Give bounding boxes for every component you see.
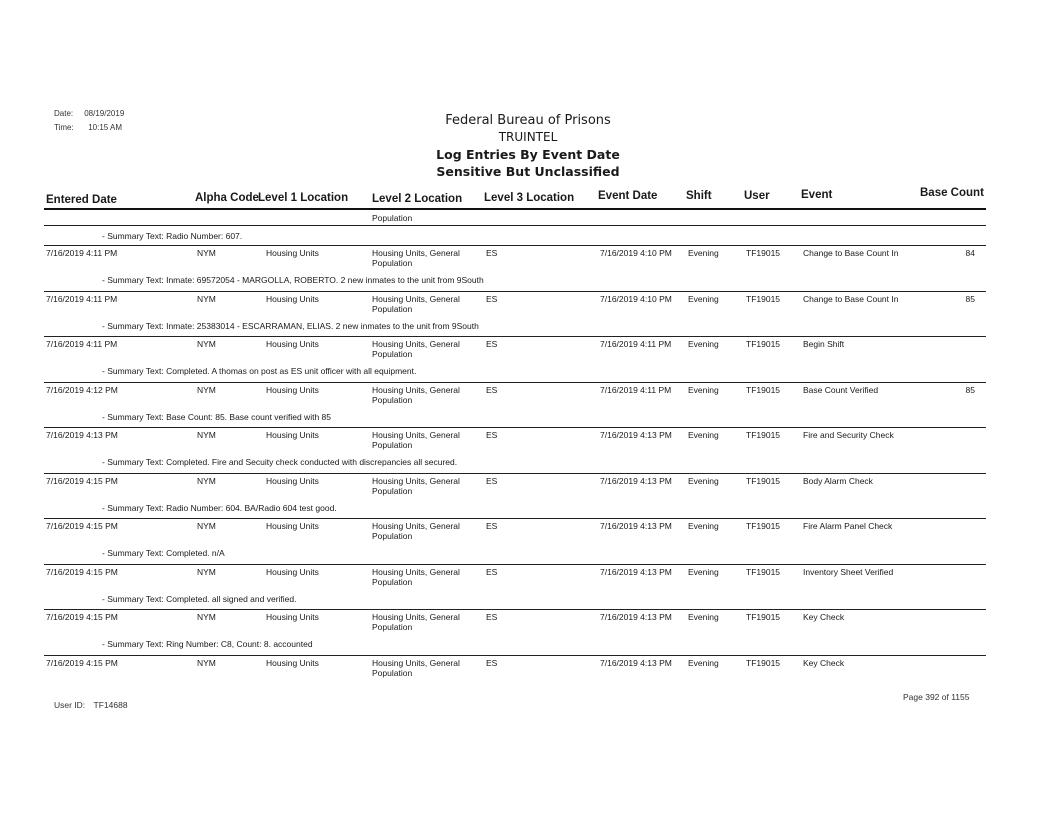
col-alpha-code: Alpha Code: [195, 192, 259, 204]
cell-event: Begin Shift: [803, 339, 845, 349]
cell-event-date: 7/16/2019 4:13 PM: [600, 567, 672, 577]
cell-alpha-code: NYM: [197, 612, 216, 622]
report-title: Log Entries By Event Date: [436, 147, 620, 162]
cell-level2: Housing Units, General Population: [372, 476, 460, 496]
cell-level3: ES: [486, 612, 498, 622]
cell-event-date: 7/16/2019 4:11 PM: [600, 339, 672, 349]
row-rule: [44, 245, 986, 246]
cell-alpha-code: NYM: [197, 248, 216, 258]
cell-shift: Evening: [688, 612, 719, 622]
system-name: TRUINTEL: [498, 130, 558, 144]
report-title-block: [0, 112, 1056, 180]
summary-text: - Summary Text: Ring Number: C8, Count: 8. accounted: [102, 639, 313, 649]
cell-level3: ES: [486, 567, 498, 577]
cell-entered-date: 7/16/2019 4:15 PM: [46, 476, 118, 486]
summary-text: - Summary Text: Completed. A thomas on post as ES unit officer with all equipment.: [102, 366, 417, 376]
page-number: Page 392 of 1155: [903, 692, 970, 702]
summary-text: - Summary Text: Inmate: 69572054 - MARGOLLA, ROBERTO. 2 new inmates to the unit from 9South: [102, 275, 484, 285]
cell-base-count: 85: [965, 294, 975, 304]
cell-level3: ES: [486, 430, 498, 440]
cell-entered-date: 7/16/2019 4:15 PM: [46, 658, 118, 668]
cell-alpha-code: NYM: [197, 521, 216, 531]
cell-event: Change to Base Count In: [803, 248, 899, 258]
col-base-count: Base Count: [920, 187, 984, 199]
cell-level2: Housing Units, General Population: [372, 248, 460, 268]
footer-user: [54, 700, 128, 710]
cell-entered-date: 7/16/2019 4:11 PM: [46, 339, 118, 349]
cell-user: TF19015: [746, 521, 781, 531]
cell-level1: Housing Units: [266, 658, 319, 668]
cell-entered-date: 7/16/2019 4:15 PM: [46, 567, 118, 577]
header-rule: [44, 208, 986, 210]
time-value: 10:15 AM: [88, 123, 123, 132]
row-rule: [44, 427, 986, 428]
cell-alpha-code: NYM: [197, 385, 216, 395]
cell-event-date: 7/16/2019 4:13 PM: [600, 430, 672, 440]
carryover-rule: [44, 225, 986, 226]
row-rule: [44, 291, 986, 292]
cell-level1: Housing Units: [266, 248, 319, 258]
cell-entered-date: 7/16/2019 4:12 PM: [46, 385, 118, 395]
row-rule: [44, 564, 986, 565]
cell-level3: ES: [486, 521, 498, 531]
cell-event-date: 7/16/2019 4:10 PM: [600, 248, 672, 258]
cell-level2: Housing Units, General Population: [372, 294, 460, 314]
cell-event-date: 7/16/2019 4:10 PM: [600, 294, 672, 304]
cell-entered-date: 7/16/2019 4:11 PM: [46, 248, 118, 258]
cell-shift: Evening: [688, 567, 719, 577]
row-rule: [44, 518, 986, 519]
col-event: Event: [801, 189, 833, 201]
cell-shift: Evening: [688, 385, 719, 395]
cell-user: TF19015: [746, 612, 781, 622]
cell-level3: ES: [486, 248, 498, 258]
cell-event: Fire Alarm Panel Check: [803, 521, 893, 531]
cell-event: Inventory Sheet Verified: [803, 567, 894, 577]
classification: Sensitive But Unclassified: [436, 164, 620, 179]
cell-level1: Housing Units: [266, 612, 319, 622]
cell-shift: Evening: [688, 521, 719, 531]
summary-text: - Summary Text: Radio Number: 604. BA/Radio 604 test good.: [102, 503, 337, 513]
row-rule: [44, 336, 986, 337]
col-user: User: [744, 190, 770, 202]
cell-alpha-code: NYM: [197, 658, 216, 668]
cell-entered-date: 7/16/2019 4:15 PM: [46, 521, 118, 531]
cell-entered-date: 7/16/2019 4:13 PM: [46, 430, 118, 440]
col-event-date: Event Date: [598, 190, 658, 202]
carryover-level2: Population: [372, 213, 413, 223]
cell-alpha-code: NYM: [197, 339, 216, 349]
time-label: Time:: [54, 123, 74, 132]
cell-base-count: 85: [965, 385, 975, 395]
col-level1: Level 1 Location: [258, 192, 349, 204]
cell-level2: Housing Units, General Population: [372, 521, 460, 541]
date-value: 08/19/2019: [84, 109, 125, 118]
cell-shift: Evening: [688, 476, 719, 486]
col-entered-date: Entered Date: [46, 194, 117, 206]
cell-event-date: 7/16/2019 4:11 PM: [600, 385, 672, 395]
cell-level2: Housing Units, General Population: [372, 612, 460, 632]
row-rule: [44, 609, 986, 610]
cell-shift: Evening: [688, 658, 719, 668]
cell-level2: Housing Units, General Population: [372, 430, 460, 450]
cell-user: TF19015: [746, 567, 781, 577]
cell-event: Key Check: [803, 612, 845, 622]
cell-event: Key Check: [803, 658, 845, 668]
cell-event-date: 7/16/2019 4:13 PM: [600, 658, 672, 668]
cell-level1: Housing Units: [266, 430, 319, 440]
cell-level3: ES: [486, 294, 498, 304]
cell-alpha-code: NYM: [197, 476, 216, 486]
cell-user: TF19015: [746, 430, 781, 440]
cell-shift: Evening: [688, 294, 719, 304]
cell-level1: Housing Units: [266, 476, 319, 486]
cell-event-date: 7/16/2019 4:13 PM: [600, 476, 672, 486]
col-level2: Level 2 Location: [372, 193, 463, 205]
summary-text: - Summary Text: Base Count: 85. Base count verified with 85: [102, 412, 331, 422]
cell-alpha-code: NYM: [197, 294, 216, 304]
col-level3: Level 3 Location: [484, 192, 575, 204]
cell-user: TF19015: [746, 385, 781, 395]
cell-alpha-code: NYM: [197, 430, 216, 440]
cell-level1: Housing Units: [266, 521, 319, 531]
cell-entered-date: 7/16/2019 4:15 PM: [46, 612, 118, 622]
cell-event: Change to Base Count In: [803, 294, 899, 304]
summary-text: - Summary Text: Completed. all signed and verified.: [102, 594, 297, 604]
summary-text: - Summary Text: Completed. Fire and Secuity check conducted with discrepancies all secured.: [102, 457, 458, 467]
cell-level3: ES: [486, 476, 498, 486]
cell-level2: Housing Units, General Population: [372, 567, 460, 587]
date-label: Date:: [54, 109, 74, 118]
carryover-summary: - Summary Text: Radio Number: 607.: [102, 231, 243, 241]
cell-user: TF19015: [746, 476, 781, 486]
cell-level1: Housing Units: [266, 567, 319, 577]
cell-entered-date: 7/16/2019 4:11 PM: [46, 294, 118, 304]
row-rule: [44, 655, 986, 656]
cell-shift: Evening: [688, 339, 719, 349]
cell-alpha-code: NYM: [197, 567, 216, 577]
org-name: Federal Bureau of Prisons: [445, 113, 611, 128]
cell-level3: ES: [486, 339, 498, 349]
row-rule: [44, 473, 986, 474]
cell-base-count: 84: [965, 248, 975, 258]
cell-level2: Housing Units, General Population: [372, 339, 460, 359]
cell-user: TF19015: [746, 658, 781, 668]
summary-text: - Summary Text: Completed. n/A: [102, 548, 225, 558]
cell-event: Fire and Security Check: [803, 430, 894, 440]
user-id-label: User ID:: [54, 700, 86, 710]
cell-shift: Evening: [688, 248, 719, 258]
row-rule: [44, 382, 986, 383]
cell-level3: ES: [486, 658, 498, 668]
cell-user: TF19015: [746, 294, 781, 304]
summary-text: - Summary Text: Inmate: 25383014 - ESCARRAMAN, ELIAS. 2 new inmates to the unit from 9South: [102, 321, 479, 331]
cell-level1: Housing Units: [266, 385, 319, 395]
cell-event: Base Count Verified: [803, 385, 879, 395]
cell-level2: Housing Units, General Population: [372, 658, 460, 678]
cell-shift: Evening: [688, 430, 719, 440]
cell-event-date: 7/16/2019 4:13 PM: [600, 521, 672, 531]
col-shift: Shift: [686, 190, 712, 202]
cell-user: TF19015: [746, 339, 781, 349]
cell-level2: Housing Units, General Population: [372, 385, 460, 405]
cell-level1: Housing Units: [266, 294, 319, 304]
cell-level3: ES: [486, 385, 498, 395]
cell-event-date: 7/16/2019 4:13 PM: [600, 612, 672, 622]
cell-event: Body Alarm Check: [803, 476, 873, 486]
cell-level1: Housing Units: [266, 339, 319, 349]
user-id-value: TF14688: [93, 700, 128, 710]
cell-user: TF19015: [746, 248, 781, 258]
